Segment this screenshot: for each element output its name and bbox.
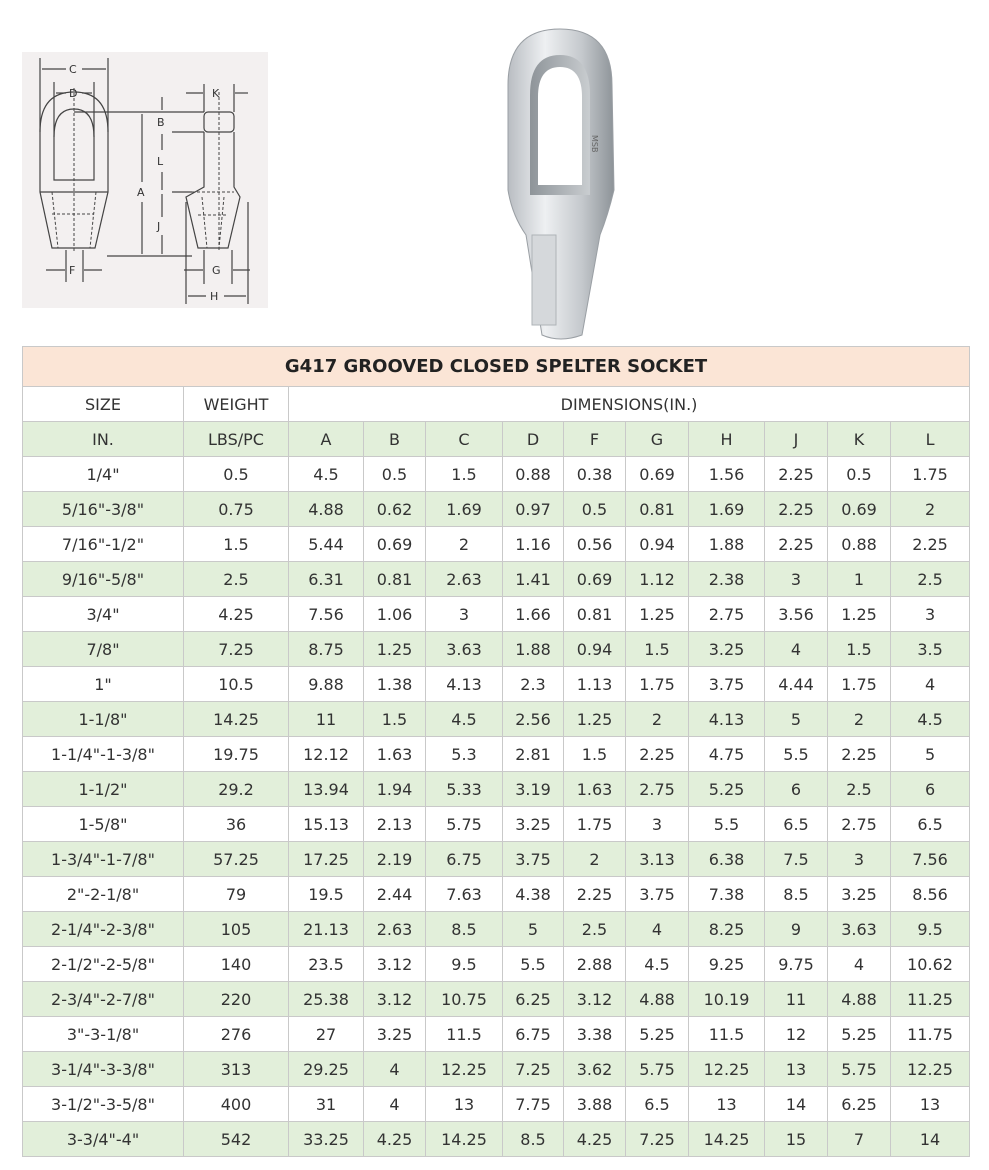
label-k: K	[212, 87, 220, 100]
table-cell: 1.75	[828, 667, 891, 702]
table-cell: 1.5	[364, 702, 426, 737]
table-cell: 1.63	[564, 772, 626, 807]
table-cell: 5.25	[689, 772, 765, 807]
table-row	[23, 947, 970, 982]
table-cell: 7/16"-1/2"	[23, 527, 184, 562]
table-row	[23, 842, 970, 877]
table-cell: 79	[184, 877, 289, 912]
table-cell: 4	[626, 912, 689, 947]
table-cell: 2.75	[828, 807, 891, 842]
table-cell: 11.75	[891, 1017, 970, 1052]
table-cell: 1.69	[689, 492, 765, 527]
table-cell: 3.25	[828, 877, 891, 912]
table-cell: 4.88	[626, 982, 689, 1017]
table-cell: 12.25	[891, 1052, 970, 1087]
table-cell: 6.5	[891, 807, 970, 842]
header-row-1	[23, 387, 970, 422]
header-unit-in: IN.	[23, 422, 184, 457]
table-cell: 19.5	[289, 877, 364, 912]
table-cell: 3.25	[503, 807, 564, 842]
table-cell: 9.25	[689, 947, 765, 982]
table-cell: 3"-3-1/8"	[23, 1017, 184, 1052]
table-cell: 0.69	[828, 492, 891, 527]
table-cell: 3-1/4"-3-3/8"	[23, 1052, 184, 1087]
table-cell: 0.5	[184, 457, 289, 492]
table-cell: 2.44	[364, 877, 426, 912]
table-cell: 1-1/4"-1-3/8"	[23, 737, 184, 772]
table-row	[23, 912, 970, 947]
table-cell: 2.13	[364, 807, 426, 842]
table-row	[23, 982, 970, 1017]
table-cell: 15	[765, 1122, 828, 1157]
table-cell: 8.25	[689, 912, 765, 947]
table-cell: 2"-2-1/8"	[23, 877, 184, 912]
table-cell: 4.5	[626, 947, 689, 982]
table-cell: 2.5	[891, 562, 970, 597]
table-cell: 17.25	[289, 842, 364, 877]
table-cell: 4	[765, 632, 828, 667]
table-cell: 7.56	[891, 842, 970, 877]
table-cell: 1.25	[828, 597, 891, 632]
table-cell: 2.25	[564, 877, 626, 912]
table-cell: 4.25	[364, 1122, 426, 1157]
header-weight: WEIGHT	[184, 387, 289, 422]
header-col-k: K	[828, 422, 891, 457]
table-cell: 2.5	[564, 912, 626, 947]
product-photo	[500, 25, 630, 343]
table-cell: 3.25	[689, 632, 765, 667]
dimension-diagram	[22, 52, 268, 308]
table-cell: 3.19	[503, 772, 564, 807]
table-cell: 4	[364, 1087, 426, 1122]
table-cell: 2	[426, 527, 503, 562]
table-cell: 3.13	[626, 842, 689, 877]
table-cell: 313	[184, 1052, 289, 1087]
table-cell: 3.75	[503, 842, 564, 877]
table-cell: 7.38	[689, 877, 765, 912]
table-cell: 3.12	[364, 947, 426, 982]
table-cell: 7.25	[503, 1052, 564, 1087]
table-cell: 33.25	[289, 1122, 364, 1157]
table-cell: 4.88	[828, 982, 891, 1017]
table-title: G417 GROOVED CLOSED SPELTER SOCKET	[23, 347, 970, 387]
table-cell: 400	[184, 1087, 289, 1122]
table-cell: 0.5	[828, 457, 891, 492]
table-cell: 1.5	[426, 457, 503, 492]
table-cell: 5.33	[426, 772, 503, 807]
table-cell: 0.5	[564, 492, 626, 527]
table-cell: 0.81	[626, 492, 689, 527]
table-cell: 1.12	[626, 562, 689, 597]
table-cell: 2.25	[765, 457, 828, 492]
table-cell: 4.38	[503, 877, 564, 912]
table-cell: 3.12	[564, 982, 626, 1017]
table-cell: 1.38	[364, 667, 426, 702]
table-cell: 0.81	[564, 597, 626, 632]
header-size: SIZE	[23, 387, 184, 422]
table-cell: 9.75	[765, 947, 828, 982]
table-cell: 0.62	[364, 492, 426, 527]
table-cell: 1-3/4"-1-7/8"	[23, 842, 184, 877]
table-cell: 3.75	[689, 667, 765, 702]
table-cell: 2.63	[426, 562, 503, 597]
table-cell: 2.88	[564, 947, 626, 982]
table-cell: 1/4"	[23, 457, 184, 492]
table-cell: 2.25	[891, 527, 970, 562]
label-d: D	[69, 87, 78, 100]
table-cell: 3.12	[364, 982, 426, 1017]
header-col-d: D	[503, 422, 564, 457]
table-cell: 3.75	[626, 877, 689, 912]
table-cell: 5.75	[626, 1052, 689, 1087]
table-cell: 0.38	[564, 457, 626, 492]
table-cell: 10.5	[184, 667, 289, 702]
table-cell: 3	[765, 562, 828, 597]
table-cell: 3.38	[564, 1017, 626, 1052]
table-cell: 3.5	[891, 632, 970, 667]
table-row	[23, 1017, 970, 1052]
table-cell: 9.88	[289, 667, 364, 702]
label-b: B	[157, 116, 165, 129]
table-cell: 3.62	[564, 1052, 626, 1087]
table-cell: 0.81	[364, 562, 426, 597]
table-cell: 1.5	[184, 527, 289, 562]
table-cell: 0.69	[564, 562, 626, 597]
header-col-b: B	[364, 422, 426, 457]
table-cell: 2.63	[364, 912, 426, 947]
table-cell: 9/16"-5/8"	[23, 562, 184, 597]
table-row	[23, 527, 970, 562]
table-cell: 3.88	[564, 1087, 626, 1122]
table-row	[23, 1087, 970, 1122]
table-cell: 7/8"	[23, 632, 184, 667]
header-col-j: J	[765, 422, 828, 457]
table-row	[23, 562, 970, 597]
table-cell: 1.94	[364, 772, 426, 807]
label-a: A	[137, 186, 145, 199]
table-cell: 23.5	[289, 947, 364, 982]
table-cell: 8.56	[891, 877, 970, 912]
table-cell: 12.25	[426, 1052, 503, 1087]
table-cell: 13	[891, 1087, 970, 1122]
table-cell: 1-1/2"	[23, 772, 184, 807]
header-col-c: C	[426, 422, 503, 457]
table-cell: 7.5	[765, 842, 828, 877]
table-row	[23, 772, 970, 807]
table-cell: 5	[891, 737, 970, 772]
header-dimensions: DIMENSIONS(IN.)	[289, 387, 970, 422]
header-col-l: L	[891, 422, 970, 457]
table-cell: 4.44	[765, 667, 828, 702]
table-cell: 1.75	[626, 667, 689, 702]
table-cell: 6.75	[503, 1017, 564, 1052]
table-cell: 57.25	[184, 842, 289, 877]
table-cell: 4.13	[426, 667, 503, 702]
table-cell: 11.5	[426, 1017, 503, 1052]
table-cell: 1.75	[564, 807, 626, 842]
table-cell: 1.56	[689, 457, 765, 492]
table-cell: 4.13	[689, 702, 765, 737]
table-cell: 4.5	[891, 702, 970, 737]
table-cell: 0.88	[503, 457, 564, 492]
table-cell: 2.19	[364, 842, 426, 877]
table-cell: 0.88	[828, 527, 891, 562]
table-cell: 2	[564, 842, 626, 877]
table-cell: 7.25	[184, 632, 289, 667]
table-cell: 7	[828, 1122, 891, 1157]
table-cell: 1.75	[891, 457, 970, 492]
table-cell: 7.56	[289, 597, 364, 632]
label-f: F	[69, 264, 76, 277]
table-cell: 1.88	[503, 632, 564, 667]
table-cell: 0.97	[503, 492, 564, 527]
table-cell: 5.75	[426, 807, 503, 842]
table-cell: 3	[891, 597, 970, 632]
table-cell: 2.38	[689, 562, 765, 597]
table-cell: 6	[765, 772, 828, 807]
table-cell: 29.25	[289, 1052, 364, 1087]
table-cell: 5.75	[828, 1052, 891, 1087]
table-cell: 2.25	[765, 527, 828, 562]
photo-stamp: MSB	[590, 135, 599, 153]
table-row	[23, 632, 970, 667]
spec-table	[22, 346, 970, 1157]
table-cell: 6.31	[289, 562, 364, 597]
table-cell: 2.81	[503, 737, 564, 772]
table-cell: 2	[626, 702, 689, 737]
table-cell: 8.5	[503, 1122, 564, 1157]
header-row-2	[23, 422, 970, 457]
table-cell: 27	[289, 1017, 364, 1052]
table-cell: 14	[891, 1122, 970, 1157]
table-cell: 13	[689, 1087, 765, 1122]
table-cell: 9.5	[891, 912, 970, 947]
table-cell: 2.25	[828, 737, 891, 772]
table-cell: 1-1/8"	[23, 702, 184, 737]
table-cell: 1-5/8"	[23, 807, 184, 842]
table-title-row	[23, 347, 970, 387]
table-cell: 3.56	[765, 597, 828, 632]
table-row	[23, 877, 970, 912]
label-j: J	[157, 220, 161, 233]
table-cell: 1.25	[564, 702, 626, 737]
table-cell: 3.63	[426, 632, 503, 667]
table-cell: 21.13	[289, 912, 364, 947]
table-cell: 276	[184, 1017, 289, 1052]
table-cell: 1.63	[364, 737, 426, 772]
table-row	[23, 597, 970, 632]
spelter-socket-image	[500, 25, 630, 343]
table-cell: 6	[891, 772, 970, 807]
header-unit-lbs: LBS/PC	[184, 422, 289, 457]
table-cell: 7.75	[503, 1087, 564, 1122]
table-cell: 25.38	[289, 982, 364, 1017]
table-cell: 2-3/4"-2-7/8"	[23, 982, 184, 1017]
table-cell: 12.25	[689, 1052, 765, 1087]
table-cell: 5.3	[426, 737, 503, 772]
table-row	[23, 1122, 970, 1157]
table-cell: 3.25	[364, 1017, 426, 1052]
table-cell: 4.88	[289, 492, 364, 527]
table-cell: 542	[184, 1122, 289, 1157]
table-cell: 6.25	[828, 1087, 891, 1122]
table-cell: 11.25	[891, 982, 970, 1017]
table-cell: 1.66	[503, 597, 564, 632]
label-h: H	[210, 290, 219, 303]
table-cell: 6.38	[689, 842, 765, 877]
table-cell: 0.56	[564, 527, 626, 562]
table-cell: 2-1/2"-2-5/8"	[23, 947, 184, 982]
table-cell: 13.94	[289, 772, 364, 807]
table-row	[23, 1052, 970, 1087]
table-cell: 0.69	[364, 527, 426, 562]
table-cell: 14	[765, 1087, 828, 1122]
label-c: C	[69, 63, 77, 76]
table-cell: 1.88	[689, 527, 765, 562]
table-cell: 2.56	[503, 702, 564, 737]
table-cell: 105	[184, 912, 289, 947]
table-cell: 9	[765, 912, 828, 947]
table-cell: 2	[891, 492, 970, 527]
table-cell: 3-3/4"-4"	[23, 1122, 184, 1157]
table-cell: 4	[828, 947, 891, 982]
table-cell: 1.5	[564, 737, 626, 772]
table-cell: 15.13	[289, 807, 364, 842]
table-cell: 5.25	[828, 1017, 891, 1052]
table-cell: 1.5	[828, 632, 891, 667]
table-cell: 2.25	[626, 737, 689, 772]
table-cell: 5	[765, 702, 828, 737]
table-cell: 4.5	[426, 702, 503, 737]
table-cell: 0.69	[626, 457, 689, 492]
table-cell: 3	[426, 597, 503, 632]
table-cell: 5.44	[289, 527, 364, 562]
table-cell: 14.25	[184, 702, 289, 737]
table-cell: 1	[828, 562, 891, 597]
table-cell: 0.94	[626, 527, 689, 562]
table-cell: 1.13	[564, 667, 626, 702]
table-cell: 2.25	[765, 492, 828, 527]
header-col-g: G	[626, 422, 689, 457]
table-cell: 3/4"	[23, 597, 184, 632]
table-cell: 10.19	[689, 982, 765, 1017]
table-cell: 2.75	[626, 772, 689, 807]
table-cell: 3	[626, 807, 689, 842]
table-cell: 0.94	[564, 632, 626, 667]
table-cell: 2.3	[503, 667, 564, 702]
table-cell: 5.5	[765, 737, 828, 772]
table-cell: 5.5	[689, 807, 765, 842]
table-cell: 14.25	[689, 1122, 765, 1157]
table-cell: 10.75	[426, 982, 503, 1017]
table-cell: 6.5	[765, 807, 828, 842]
socket-drawing-icon	[22, 52, 268, 308]
table-cell: 4	[891, 667, 970, 702]
table-cell: 5.25	[626, 1017, 689, 1052]
table-cell: 6.75	[426, 842, 503, 877]
table-cell: 4.75	[689, 737, 765, 772]
table-cell: 1.69	[426, 492, 503, 527]
table-cell: 29.2	[184, 772, 289, 807]
table-cell: 2.5	[184, 562, 289, 597]
table-row	[23, 702, 970, 737]
table-cell: 5	[503, 912, 564, 947]
table-cell: 2.75	[689, 597, 765, 632]
table-cell: 1.41	[503, 562, 564, 597]
table-cell: 11	[765, 982, 828, 1017]
label-g: G	[212, 264, 221, 277]
header-col-h: H	[689, 422, 765, 457]
table-row	[23, 737, 970, 772]
table-cell: 1.25	[364, 632, 426, 667]
table-row	[23, 807, 970, 842]
table-cell: 2.5	[828, 772, 891, 807]
table-cell: 12.12	[289, 737, 364, 772]
table-cell: 4.25	[564, 1122, 626, 1157]
table-cell: 4	[364, 1052, 426, 1087]
table-cell: 140	[184, 947, 289, 982]
table-cell: 1.06	[364, 597, 426, 632]
table-cell: 11	[289, 702, 364, 737]
table-cell: 4.5	[289, 457, 364, 492]
table-cell: 5.5	[503, 947, 564, 982]
table-cell: 2	[828, 702, 891, 737]
table-cell: 2-1/4"-2-3/8"	[23, 912, 184, 947]
table-cell: 5/16"-3/8"	[23, 492, 184, 527]
header-col-f: F	[564, 422, 626, 457]
table-cell: 0.75	[184, 492, 289, 527]
table-cell: 36	[184, 807, 289, 842]
table-row	[23, 457, 970, 492]
table-cell: 6.25	[503, 982, 564, 1017]
table-cell: 11.5	[689, 1017, 765, 1052]
label-l: L	[157, 155, 164, 168]
table-cell: 7.25	[626, 1122, 689, 1157]
table-cell: 6.5	[626, 1087, 689, 1122]
table-cell: 13	[426, 1087, 503, 1122]
table-cell: 19.75	[184, 737, 289, 772]
table-cell: 14.25	[426, 1122, 503, 1157]
table-cell: 1.16	[503, 527, 564, 562]
table-cell: 1.5	[626, 632, 689, 667]
table-cell: 3-1/2"-3-5/8"	[23, 1087, 184, 1122]
table-cell: 220	[184, 982, 289, 1017]
table-cell: 8.5	[426, 912, 503, 947]
table-row	[23, 667, 970, 702]
table-cell: 8.75	[289, 632, 364, 667]
table-cell: 31	[289, 1087, 364, 1122]
header-col-a: A	[289, 422, 364, 457]
table-cell: 12	[765, 1017, 828, 1052]
table-cell: 1"	[23, 667, 184, 702]
table-cell: 0.5	[364, 457, 426, 492]
table-cell: 8.5	[765, 877, 828, 912]
table-cell: 9.5	[426, 947, 503, 982]
table-cell: 7.63	[426, 877, 503, 912]
table-cell: 3.63	[828, 912, 891, 947]
table-cell: 13	[765, 1052, 828, 1087]
table-row	[23, 492, 970, 527]
table-cell: 3	[828, 842, 891, 877]
table-cell: 1.25	[626, 597, 689, 632]
table-cell: 4.25	[184, 597, 289, 632]
table-cell: 10.62	[891, 947, 970, 982]
